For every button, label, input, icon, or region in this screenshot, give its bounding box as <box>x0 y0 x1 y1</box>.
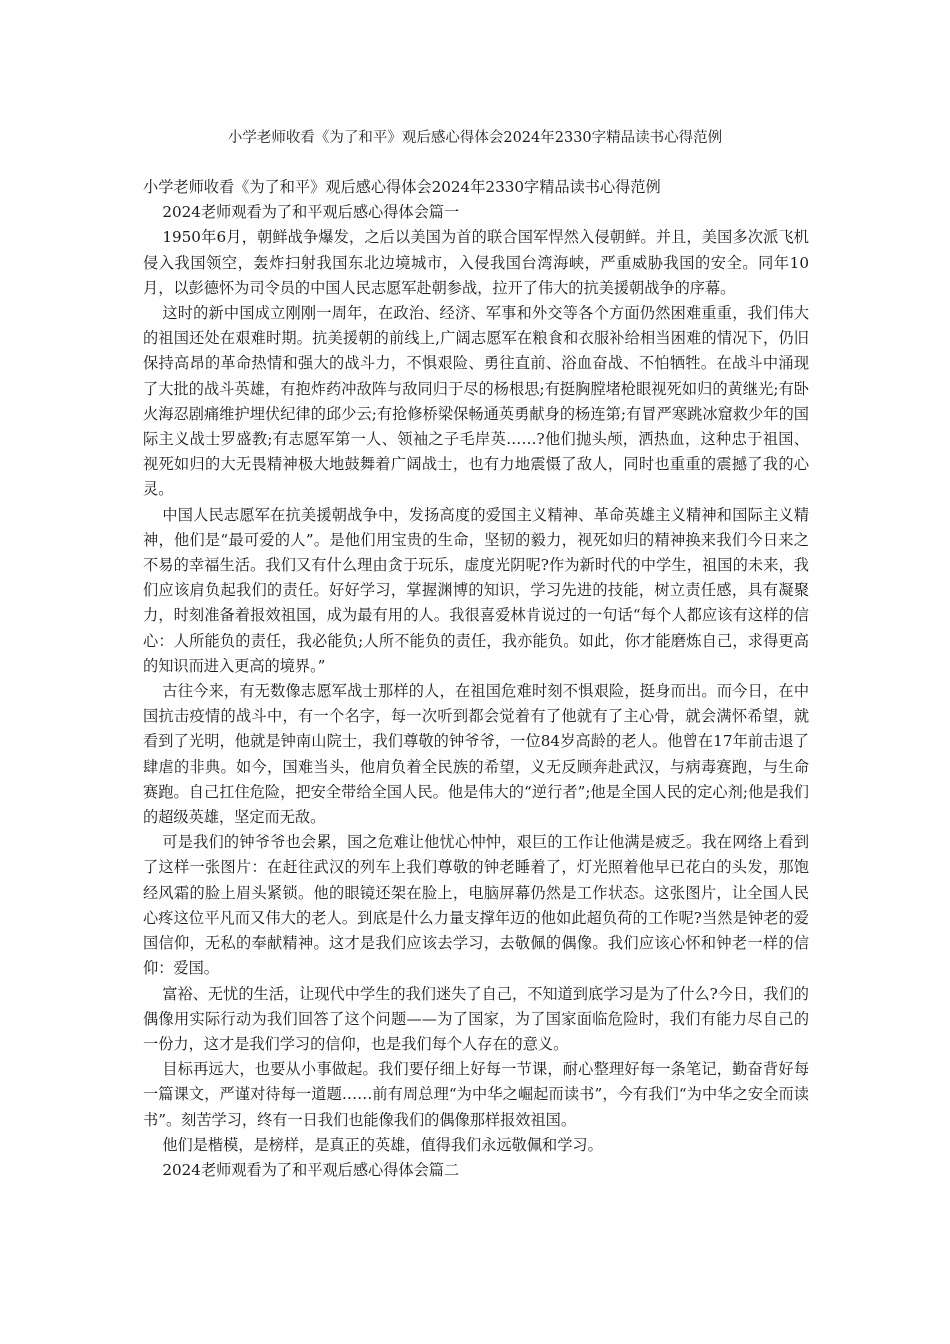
paragraph-6: 富裕、无忧的生活，让现代中学生的我们迷失了自己，不知道到底学习是为了什么?今日，我们的偶像用实际行动为我们回答了这个问题——为了国家，为了国家面临危险时，我们有能力尽自己的一份力，这才是我们学习的信仰，也是我们每个人存在的意义。 <box>143 984 809 1053</box>
section-heading-one: 2024老师观看为了和平观后感心得体会篇一 <box>162 203 460 222</box>
paragraph-5: 可是我们的钟爷爷也会累，国之危难让他忧心忡忡，艰巨的工作让他满是疲乏。我在网络上看到了这样一张图片：在赶往武汉的列车上我们尊敬的钟老睡着了，灯光照着他早已花白的头发，那饱经风霜的脸上眉头紧锁。他的眼镜还架在脸上，电脑屏幕仍然是工作状态。这张图片，让全国人民心疼这位平凡而又伟大的老人。到底是什么力量支撑年迈的他如此超负荷的工作呢?当然是钟老的爱国信仰，无私的奉献精神。这才是我们应该去学习，去敬佩的偶像。我们应该心怀和钟老一样的信仰：爱国。 <box>143 833 809 978</box>
document-subtitle: 小学老师收看《为了和平》观后感心得体会2024年2330字精品读书心得范例 <box>143 178 661 196</box>
document-title: 小学老师收看《为了和平》观后感心得体会2024年2330字精品读书心得范例 <box>227 130 723 146</box>
document-body <box>143 175 809 1183</box>
paragraph-7: 目标再远大，也要从小事做起。我们要仔细上好每一节课，耐心整理好每一条笔记，勤奋背好每一篇课文，严谨对待每一道题……前有周总理“为中华之崛起而读书”，今有我们“为中华之安全而读书”。刻苦学习，终有一日我们也能像我们的偶像那样报效祖国。 <box>143 1060 809 1129</box>
paragraph-3: 中国人民志愿军在抗美援朝战争中，发扬高度的爱国主义精神、革命英雄主义精神和国际主义精神，他们是“最可爱的人”。是他们用宝贵的生命，坚韧的毅力，视死如归的精神换来我们今日来之不易的幸福生活。我们又有什么理由贪于玩乐，虚度光阴呢?作为新时代的中学生，祖国的未来，我们应该肩负起我们的责任。好好学习，掌握渊博的知识，学习先进的技能，树立责任感，具有凝聚力，时刻准备着报效祖国，成为最有用的人。我很喜爱林肯说过的一句话“每个人都应该有这样的信心：人所能负的责任，我必能负;人所不能负的责任，我亦能负。如此，你才能磨炼自己，求得更高的知识而进入更高的境界。” <box>143 505 809 675</box>
paragraph-2: 这时的新中国成立刚刚一周年，在政治、经济、军事和外交等各个方面仍然困难重重，我们伟大的祖国还处在艰难时期。抗美援朝的前线上,广阔志愿军在粮食和衣服补给相当困难的情况下，仍旧保持高昂的革命热情和强大的战斗力，不惧艰险、勇往直前、浴血奋战、不怕牺牲。在战斗中涌现了大批的战斗英雄，有抱炸药冲敌阵与敌同归于尽的杨根思;有挺胸膛堵枪眼视死如归的黄继光;有卧火海忍剧痛维护埋伏纪律的邱少云;有抢修桥梁保畅通英勇献身的杨连第;有冒严寒跳冰窟救少年的国际主义战士罗盛教;有志愿军第一人、领袖之子毛岸英……?他们抛头颅，洒热血，这种忠于祖国、视死如归的大无畏精神极大地鼓舞着广阔战士，也有力地震慑了敌人，同时也重重的震撼了我的心灵。 <box>143 304 809 499</box>
paragraph-4: 古往今来，有无数像志愿军战士那样的人，在祖国危难时刻不惧艰险，挺身而出。而今日，在中国抗击疫情的战斗中，有一个名字，每一次听到都会觉着有了他就有了主心骨，就会满怀希望，就看到了光明，他就是钟南山院士，我们尊敬的钟爷爷，一位84岁高龄的老人。他曾在17年前击退了肆虐的非典。如今，国难当头，他肩负着全民族的希望，义无反顾奔赴武汉，与病毒赛跑，与生命赛跑。自己扛住危险，把安全带给全国人民。他是伟大的“逆行者”;他是全国人民的定心剂;他是我们的超级英雄，坚定而无敌。 <box>143 682 809 827</box>
section-heading-two: 2024老师观看为了和平观后感心得体会篇二 <box>162 1160 460 1179</box>
paragraph-8: 他们是楷模，是榜样，是真正的英雄，值得我们永远敬佩和学习。 <box>162 1135 603 1154</box>
paragraph-1: 1950年6月，朝鲜战争爆发，之后以美国为首的联合国军悍然入侵朝鲜。并且，美国多次派飞机侵入我国领空，轰炸扫射我国东北边境城市，入侵我国台湾海峡，严重威胁我国的安全。同年10月，以彭德怀为司令员的中国人民志愿军赴朝参战，拉开了伟大的抗美援朝战争的序幕。 <box>143 228 809 297</box>
